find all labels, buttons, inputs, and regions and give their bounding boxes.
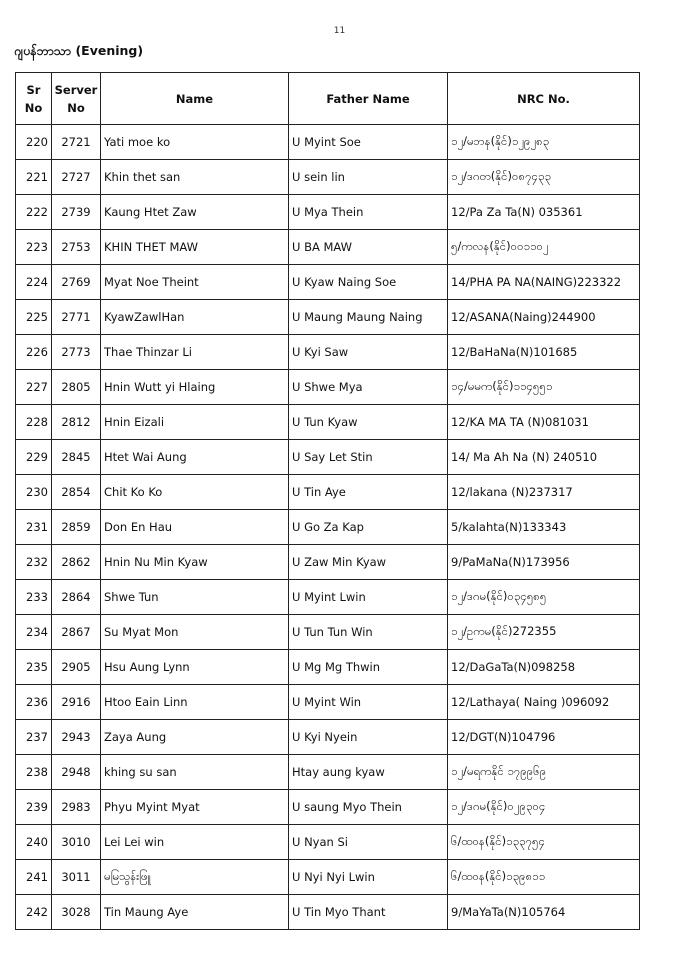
cell-nrc-no: ၁၂/မဘန(နိုင်)၁၂၉၂၈၃ — [448, 125, 640, 160]
cell-name: Lei Lei win — [101, 825, 289, 860]
cell-sr-no: 222 — [16, 195, 52, 230]
cell-server-no: 3011 — [52, 860, 101, 895]
cell-name: Myat Noe Theint — [101, 265, 289, 300]
cell-sr-no: 239 — [16, 790, 52, 825]
table-row — [16, 510, 640, 545]
cell-father-name: U BA MAW — [289, 230, 448, 265]
cell-sr-no: 231 — [16, 510, 52, 545]
cell-server-no: 2805 — [52, 370, 101, 405]
cell-nrc-no: 9/PaMaNa(N)173956 — [448, 545, 640, 580]
section-title: ဂျပန်ဘာသာ (Evening) — [14, 43, 144, 58]
cell-nrc-no: ၁၂/ဒဂတ(နိုင်)၀၈၇၄၃၃ — [448, 160, 640, 195]
cell-server-no: 2769 — [52, 265, 101, 300]
cell-nrc-no: 12/lakana (N)237317 — [448, 475, 640, 510]
cell-nrc-no: 12/Lathaya( Naing )096092 — [448, 685, 640, 720]
cell-sr-no: 226 — [16, 335, 52, 370]
cell-father-name: U Kyi Nyein — [289, 720, 448, 755]
cell-father-name: U Tun Tun Win — [289, 615, 448, 650]
table-row — [16, 370, 640, 405]
cell-name: Hnin Wutt yi Hlaing — [101, 370, 289, 405]
cell-server-no: 2862 — [52, 545, 101, 580]
cell-name: Phyu Myint Myat — [101, 790, 289, 825]
cell-father-name: U Say Let Stin — [289, 440, 448, 475]
cell-sr-no: 227 — [16, 370, 52, 405]
table-row — [16, 615, 640, 650]
table-row — [16, 790, 640, 825]
cell-sr-no: 238 — [16, 755, 52, 790]
cell-nrc-no: ၅/ကလန(နိုင်)၀၀၁၁၀၂ — [448, 230, 640, 265]
cell-sr-no: 234 — [16, 615, 52, 650]
cell-server-no: 2721 — [52, 125, 101, 160]
cell-nrc-no: ၁၂/ဒဂမ(နိုင်)၀၂၉၃၀၄ — [448, 790, 640, 825]
cell-name: Su Myat Mon — [101, 615, 289, 650]
cell-server-no: 3010 — [52, 825, 101, 860]
cell-father-name: Htay aung kyaw — [289, 755, 448, 790]
table-body — [16, 125, 640, 930]
table-row — [16, 895, 640, 930]
cell-nrc-no: 12/KA MA TA (N)081031 — [448, 405, 640, 440]
table-row — [16, 265, 640, 300]
cell-sr-no: 242 — [16, 895, 52, 930]
cell-server-no: 2867 — [52, 615, 101, 650]
table-row — [16, 825, 640, 860]
cell-father-name: U Kyi Saw — [289, 335, 448, 370]
header-name: Name — [101, 73, 289, 125]
cell-sr-no: 228 — [16, 405, 52, 440]
cell-server-no: 2943 — [52, 720, 101, 755]
cell-name: Zaya Aung — [101, 720, 289, 755]
cell-server-no: 2771 — [52, 300, 101, 335]
cell-nrc-no: 12/DaGaTa(N)098258 — [448, 650, 640, 685]
cell-father-name: U Kyaw Naing Soe — [289, 265, 448, 300]
cell-name: Don En Hau — [101, 510, 289, 545]
table-row — [16, 335, 640, 370]
cell-server-no: 2854 — [52, 475, 101, 510]
cell-nrc-no: 12/BaHaNa(N)101685 — [448, 335, 640, 370]
table-row — [16, 125, 640, 160]
table-row — [16, 685, 640, 720]
table-row — [16, 545, 640, 580]
table-row — [16, 720, 640, 755]
cell-nrc-no: ၁၂/မရကနိုင် ၁၇၉၉၆၉ — [448, 755, 640, 790]
cell-nrc-no: ၆/ထဝန(နိုင်)၁၃၉၈၁၁ — [448, 860, 640, 895]
cell-server-no: 2864 — [52, 580, 101, 615]
cell-server-no: 2845 — [52, 440, 101, 475]
cell-nrc-no: 12/DGT(N)104796 — [448, 720, 640, 755]
cell-father-name: U Myint Win — [289, 685, 448, 720]
cell-nrc-no: 14/PHA PA NA(NAING)223322 — [448, 265, 640, 300]
table-row — [16, 405, 640, 440]
cell-father-name: U Tin Aye — [289, 475, 448, 510]
table-row — [16, 230, 640, 265]
cell-server-no: 2916 — [52, 685, 101, 720]
cell-father-name: U Maung Maung Naing — [289, 300, 448, 335]
cell-server-no: 2727 — [52, 160, 101, 195]
cell-sr-no: 221 — [16, 160, 52, 195]
cell-name: Khin thet san — [101, 160, 289, 195]
cell-name: Shwe Tun — [101, 580, 289, 615]
cell-nrc-no: ၁၄/မမက(နိုင်)၁၁၄၅၅၁ — [448, 370, 640, 405]
cell-sr-no: 237 — [16, 720, 52, 755]
cell-server-no: 2905 — [52, 650, 101, 685]
header-father-name: Father Name — [289, 73, 448, 125]
cell-father-name: U sein lin — [289, 160, 448, 195]
cell-sr-no: 233 — [16, 580, 52, 615]
table-header-row — [16, 73, 640, 125]
cell-sr-no: 236 — [16, 685, 52, 720]
header-sr-no: Sr No — [16, 73, 52, 125]
cell-sr-no: 235 — [16, 650, 52, 685]
cell-father-name: U Myint Soe — [289, 125, 448, 160]
cell-nrc-no: 14/ Ma Ah Na (N) 240510 — [448, 440, 640, 475]
cell-nrc-no: 9/MaYaTa(N)105764 — [448, 895, 640, 930]
cell-name: Tin Maung Aye — [101, 895, 289, 930]
table-row — [16, 580, 640, 615]
table-row — [16, 300, 640, 335]
student-list-table — [15, 72, 640, 930]
cell-server-no: 2773 — [52, 335, 101, 370]
cell-server-no: 2753 — [52, 230, 101, 265]
cell-sr-no: 240 — [16, 825, 52, 860]
cell-father-name: U Nyi Nyi Lwin — [289, 860, 448, 895]
cell-father-name: U Zaw Min Kyaw — [289, 545, 448, 580]
page-number: 11 — [333, 26, 346, 36]
cell-nrc-no: 12/Pa Za Ta(N) 035361 — [448, 195, 640, 230]
cell-father-name: U Go Za Kap — [289, 510, 448, 545]
cell-name: Hnin Nu Min Kyaw — [101, 545, 289, 580]
cell-father-name: U Shwe Mya — [289, 370, 448, 405]
cell-nrc-no: 12/ASANA(Naing)244900 — [448, 300, 640, 335]
cell-server-no: 2739 — [52, 195, 101, 230]
cell-nrc-no: ၁၂/ဒဂမ(နိုင်)၀၃၄၅၈၅ — [448, 580, 640, 615]
cell-name: khing su san — [101, 755, 289, 790]
cell-name: Thae Thinzar Li — [101, 335, 289, 370]
table-row — [16, 755, 640, 790]
cell-nrc-no: ၆/ထဝန(နိုင်)၁၃၃၇၅၄ — [448, 825, 640, 860]
cell-name: မမြသွန်းဖြူ — [101, 860, 289, 895]
cell-name: Chit Ko Ko — [101, 475, 289, 510]
cell-sr-no: 223 — [16, 230, 52, 265]
cell-name: Hnin Eizali — [101, 405, 289, 440]
table-row — [16, 475, 640, 510]
cell-sr-no: 232 — [16, 545, 52, 580]
header-nrc-no: NRC No. — [448, 73, 640, 125]
table-row — [16, 860, 640, 895]
cell-sr-no: 229 — [16, 440, 52, 475]
cell-server-no: 2859 — [52, 510, 101, 545]
cell-sr-no: 224 — [16, 265, 52, 300]
cell-server-no: 2812 — [52, 405, 101, 440]
cell-father-name: U Mya Thein — [289, 195, 448, 230]
cell-father-name: U Tin Myo Thant — [289, 895, 448, 930]
cell-sr-no: 230 — [16, 475, 52, 510]
header-server-no: Server No — [52, 73, 101, 125]
cell-sr-no: 241 — [16, 860, 52, 895]
cell-server-no: 3028 — [52, 895, 101, 930]
cell-name: Yati moe ko — [101, 125, 289, 160]
cell-father-name: U Nyan Si — [289, 825, 448, 860]
cell-sr-no: 225 — [16, 300, 52, 335]
cell-father-name: U Myint Lwin — [289, 580, 448, 615]
table-row — [16, 195, 640, 230]
table-row — [16, 160, 640, 195]
cell-server-no: 2983 — [52, 790, 101, 825]
cell-sr-no: 220 — [16, 125, 52, 160]
cell-father-name: U Mg Mg Thwin — [289, 650, 448, 685]
cell-name: KyawZawlHan — [101, 300, 289, 335]
cell-nrc-no: 5/kalahta(N)133343 — [448, 510, 640, 545]
cell-name: KHIN THET MAW — [101, 230, 289, 265]
cell-nrc-no: ၁၂/ဥကမ(နိုင်)272355 — [448, 615, 640, 650]
cell-name: Htet Wai Aung — [101, 440, 289, 475]
table-row — [16, 440, 640, 475]
cell-name: Htoo Eain Linn — [101, 685, 289, 720]
cell-father-name: U Tun Kyaw — [289, 405, 448, 440]
cell-name: Hsu Aung Lynn — [101, 650, 289, 685]
cell-server-no: 2948 — [52, 755, 101, 790]
table-row — [16, 650, 640, 685]
cell-name: Kaung Htet Zaw — [101, 195, 289, 230]
cell-father-name: U saung Myo Thein — [289, 790, 448, 825]
